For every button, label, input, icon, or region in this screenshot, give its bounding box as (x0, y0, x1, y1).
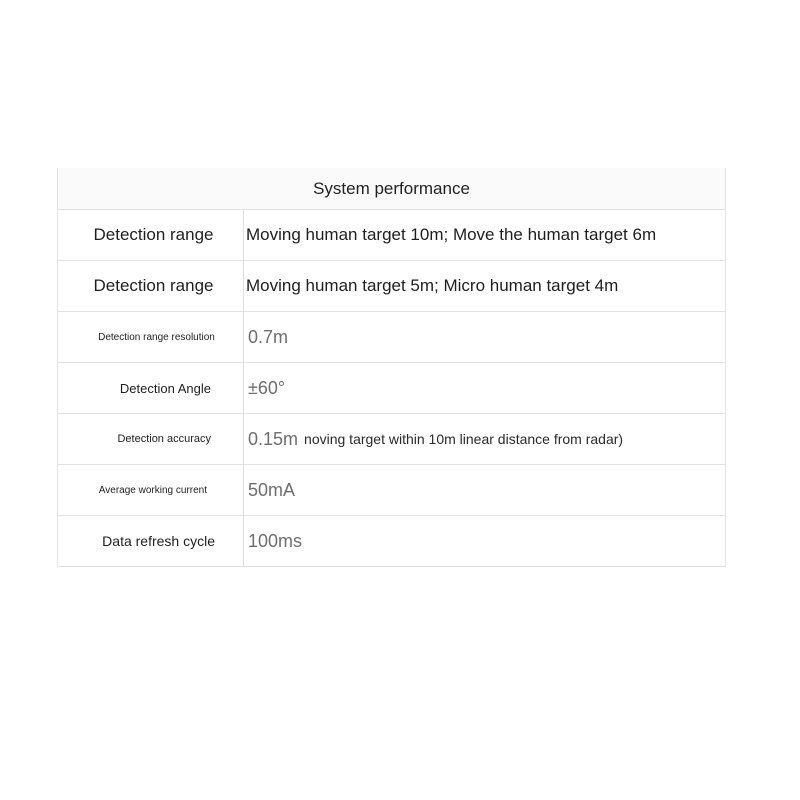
row-value: 100ms (248, 530, 303, 551)
row-label: Detection range (93, 225, 214, 244)
row-value-cell (243, 210, 725, 260)
table-row (58, 414, 725, 465)
table-row (58, 363, 725, 414)
row-value: 0.15m (248, 428, 299, 449)
row-label: Detection range (93, 276, 214, 295)
row-value-cell (243, 465, 725, 515)
table-row (58, 312, 725, 363)
row-value-note: noving target within 10m linear distance from radar) (304, 431, 624, 447)
row-value: 50mA (248, 479, 296, 500)
row-label: Detection Angle (119, 380, 211, 396)
row-value-cell (243, 516, 725, 566)
table-header (58, 168, 725, 210)
row-value: Moving human target 5m; Micro human target 4m (246, 276, 619, 295)
row-label: Data refresh cycle (102, 533, 215, 549)
row-label: Detection range resolution (98, 331, 215, 343)
row-value: 0.7m (248, 326, 289, 347)
row-label: Detection accuracy (117, 433, 211, 445)
table-row (58, 210, 725, 261)
row-value: ±60° (248, 377, 286, 398)
table-row (58, 261, 725, 312)
row-value-cell (243, 312, 725, 362)
row-value: Moving human target 10m; Move the human target 6m (246, 225, 657, 244)
table-title: System performance (313, 178, 470, 198)
row-value-cell (243, 414, 725, 464)
row-label: Average working current (98, 484, 207, 496)
row-value-cell (243, 363, 725, 413)
row-value-cell (243, 261, 725, 311)
table-row (58, 516, 725, 566)
performance-table (57, 168, 726, 567)
table-row (58, 465, 725, 516)
